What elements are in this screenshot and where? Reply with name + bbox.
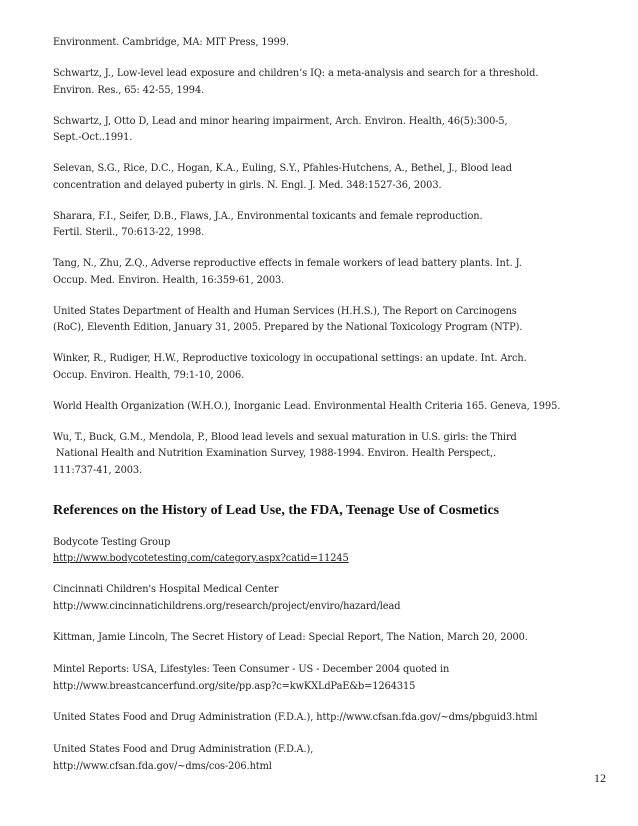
reference-entry bbox=[53, 161, 598, 194]
reference-entry bbox=[53, 114, 598, 147]
history-reference-entry bbox=[53, 582, 598, 615]
reference-entry bbox=[53, 430, 598, 480]
reference-line: World Health Organization (W.H.O.), Inorganic Lead. Environmental Health Criteria 165. Geneva, 1995. bbox=[53, 400, 561, 412]
reference-line: United States Department of Health and Human Services (H.H.S.), The Report on Carcinogens bbox=[53, 305, 517, 317]
reference-entry bbox=[53, 209, 598, 242]
reference-line: Selevan, S.G., Rice, D.C., Hogan, K.A., Euling, S.Y., Pfahles-Hutchens, A., Bethel, J., Blood lead bbox=[53, 163, 512, 174]
reference-line: Occup. Med. Environ. Health, 16:359-61, 2003. bbox=[53, 274, 285, 286]
history-reference-entry bbox=[53, 710, 598, 727]
reference-link[interactable]: http://www.bodycotetesting.com/category.aspx?catid=11245 bbox=[53, 553, 349, 564]
reference-entry bbox=[53, 351, 598, 384]
reference-entry bbox=[53, 256, 598, 289]
history-reference-entry bbox=[53, 630, 598, 647]
reference-entry bbox=[53, 399, 598, 416]
history-reference-entry bbox=[53, 662, 598, 695]
reference-line: Sept.-Oct..1991. bbox=[53, 132, 133, 143]
page-number: 12 bbox=[594, 771, 606, 785]
section-heading: References on the History of Lead Use, the FDA, Teenage Use of Cosmetics bbox=[53, 502, 500, 518]
reference-line: 111:737-41, 2003. bbox=[53, 464, 143, 476]
document-page bbox=[53, 35, 598, 790]
reference-line: Bodycote Testing Group bbox=[53, 536, 171, 548]
reference-line: Cincinnati Children's Hospital Medical Center bbox=[53, 584, 279, 595]
reference-line: Fertil. Steril., 70:613-22, 1998. bbox=[53, 227, 205, 238]
reference-line: National Health and Nutrition Examination Survey, 1988-1994. Environ. Health Perspect,. bbox=[53, 448, 497, 459]
reference-line: Environ. Res., 65: 42-55, 1994. bbox=[53, 84, 205, 96]
reference-line: United States Food and Drug Administration (F.D.A.), http://www.cfsan.fda.gov/~dms/pbguid3.html bbox=[53, 711, 538, 723]
spacer bbox=[53, 494, 598, 498]
history-reference-entry bbox=[53, 535, 598, 568]
reference-line: concentration and delayed puberty in girls. N. Engl. J. Med. 348:1527-36, 2003. bbox=[53, 179, 442, 191]
reference-entry bbox=[53, 304, 598, 337]
reference-entry bbox=[53, 66, 598, 99]
reference-line: United States Food and Drug Administration (F.D.A.), bbox=[53, 744, 314, 755]
reference-line: Mintel Reports: USA, Lifestyles: Teen Consumer - US - December 2004 quoted in bbox=[53, 664, 450, 675]
reference-url: http://www.cincinnatichildrens.org/research/project/enviro/hazard/lead bbox=[53, 600, 401, 612]
reference-line: Wu, T., Buck, G.M., Mendola, P., Blood lead levels and sexual maturation in U.S. girls: the Third bbox=[53, 431, 517, 443]
reference-line: Schwartz, J, Otto D, Lead and minor hearing impairment, Arch. Environ. Health, 46(5):300-5, bbox=[53, 115, 508, 127]
reference-line: Schwartz, J., Low-level lead exposure and children’s IQ: a meta-analysis and search for a threshold. bbox=[53, 68, 539, 79]
reference-url: http://www.breastcancerfund.org/site/pp.asp?c=kwKXLdPaE&b=1264315 bbox=[53, 680, 416, 692]
reference-line: Winker, R., Rudiger, H.W., Reproductive toxicology in occupational settings: an update. Int. Arch. bbox=[53, 353, 527, 364]
history-reference-entry bbox=[53, 742, 598, 775]
reference-url: http://www.cfsan.fda.gov/~dms/cos-206.html bbox=[53, 760, 272, 772]
reference-line: (RoC), Eleventh Edition, January 31, 2005. Prepared by the National Toxicology Program (NTP). bbox=[53, 322, 523, 333]
reference-line: Occup. Environ. Health, 79:1-10, 2006. bbox=[53, 369, 245, 381]
reference-line: Tang, N., Zhu, Z.Q., Adverse reproductive effects in female workers of lead battery plants. Int. J. bbox=[53, 258, 522, 269]
reference-entry bbox=[53, 35, 598, 52]
reference-line: Kittman, Jamie Lincoln, The Secret History of Lead: Special Report, The Nation, March 20, 2000. bbox=[53, 631, 528, 643]
reference-line: Sharara, F.I., Seifer, D.B., Flaws, J.A., Environmental toxicants and female reproduction. bbox=[53, 210, 483, 222]
reference-line: Environment. Cambridge, MA: MIT Press, 1999. bbox=[53, 37, 289, 48]
